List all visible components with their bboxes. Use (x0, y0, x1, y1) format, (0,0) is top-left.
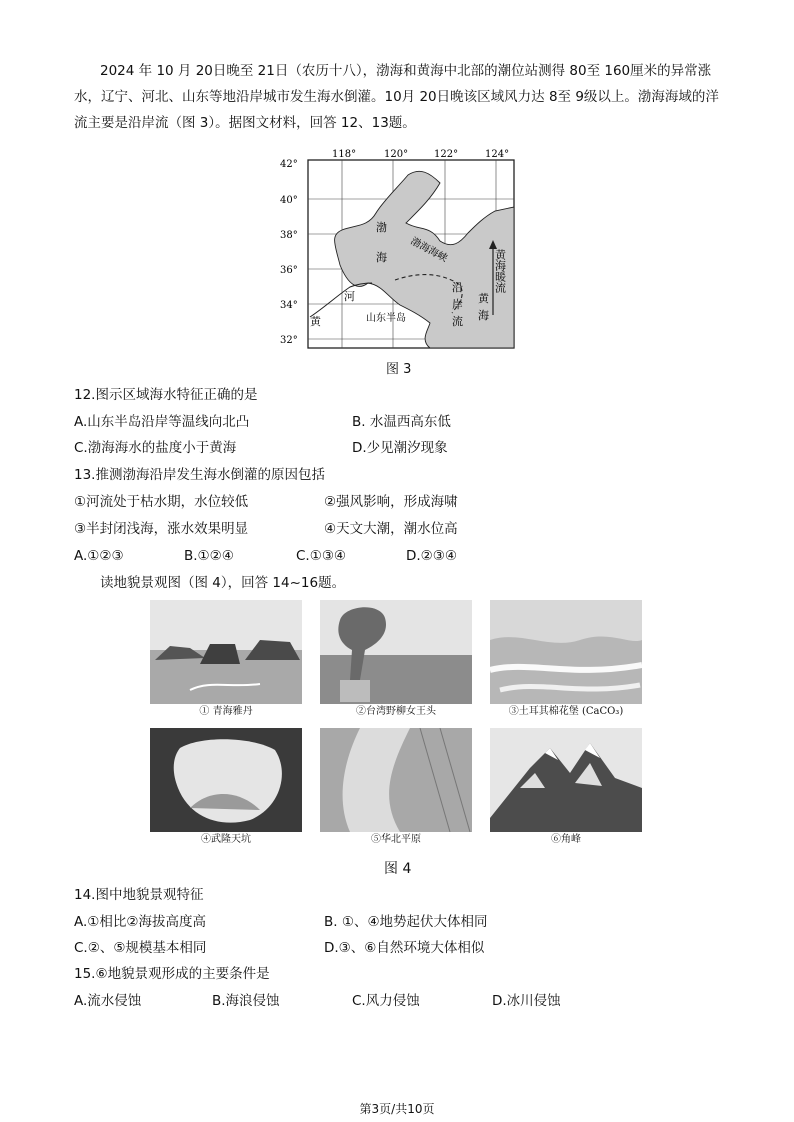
lon-label: 124° (485, 149, 510, 160)
photo-caption: ②台湾野柳女王头 (320, 704, 472, 720)
lon-label: 120° (384, 149, 409, 160)
q13-option-b: B.①②④ (184, 548, 234, 564)
photo-caption: ③土耳其棉花堡 (CaCO₃) (490, 704, 642, 720)
read-instruction: 读地貌景观图（图 4），回答 14~16题。 (100, 575, 346, 591)
map-label: 河 (344, 290, 355, 303)
q13-statement-4: ④天文大潮，潮水位高 (324, 521, 458, 537)
q13-option-c: C.①③④ (296, 548, 347, 564)
q14-stem: 14.图中地貌景观特征 (74, 887, 204, 903)
q13-option-a: A.①②③ (74, 548, 124, 564)
figure-4-photos (150, 600, 642, 850)
photo-north-china-plain (320, 728, 472, 848)
map-label: 沿 (452, 281, 463, 294)
intro-paragraph: 2024 年 10 月 20日晚至 21日（农历十八），渤海和黄海中北部的潮位站测得 80至 160厘米的异常涨水，辽宁、河北、山东等地沿岸城市发生海水倒灌。10月 20日晚该区域风力达 8至 9级以上。渤海海域的洋流主要是沿岸流（图 3）。据图文材料，回答 12、13题。 (74, 63, 719, 131)
q15-option-d: D.冰川侵蚀 (492, 993, 561, 1009)
q12-stem: 12.图示区域海水特征正确的是 (74, 387, 258, 403)
q14-option-a: A.①相比②海拔高度高 (74, 914, 206, 930)
map-label: 黄 (478, 292, 489, 305)
photo-caption: ⑤华北平原 (320, 832, 472, 848)
map-label: 黄海暖流 (493, 249, 507, 293)
lon-label: 118° (332, 149, 357, 160)
photo-caption: ① 青海雅丹 (150, 704, 302, 720)
map-label: 黄 (310, 315, 321, 328)
map-label: 渤海海峡 (408, 235, 450, 265)
photo-caption: ⑥角峰 (490, 832, 642, 848)
q12-option-c: C.渤海海水的盐度小于黄海 (74, 440, 237, 456)
q14-option-c: C.②、⑤规模基本相同 (74, 940, 207, 956)
map-label: 山东半岛 (366, 313, 406, 324)
figure-4-caption: 图 4 (384, 861, 412, 877)
q15-stem: 15.⑥地貌景观形成的主要条件是 (74, 966, 270, 982)
lat-label: 34° (280, 300, 298, 311)
lat-label: 42° (280, 159, 298, 170)
map-label: 海 (478, 309, 489, 322)
photo-caption: ④武隆天坑 (150, 832, 302, 848)
photo-horn-peak (490, 728, 642, 848)
map-label: 渤 (376, 221, 387, 234)
q12-option-d: D.少见潮汐现象 (352, 440, 448, 456)
q13-statement-2: ②强风影响，形成海啸 (324, 494, 458, 510)
figure-3-caption: 图 3 (386, 362, 412, 377)
lon-label: 122° (434, 149, 459, 160)
page-number: 第3页/共10页 (359, 1102, 435, 1116)
photo-pamukkale (490, 600, 642, 720)
q14-option-b: B. ①、④地势起伏大体相同 (324, 914, 488, 930)
q12-option-a: A.山东半岛沿岸等温线向北凸 (74, 414, 250, 430)
map-label: 海 (376, 251, 387, 264)
photo-queen-head-rock (320, 600, 472, 720)
lat-label: 40° (280, 195, 298, 206)
map-label: 流 (452, 315, 463, 328)
lat-label: 32° (280, 335, 298, 346)
q13-statement-3: ③半封闭浅海，涨水效果明显 (74, 521, 249, 537)
q15-option-b: B.海浪侵蚀 (212, 993, 280, 1009)
q12-option-b: B. 水温西高东低 (352, 414, 451, 430)
lat-label: 38° (280, 230, 298, 241)
map-label: 岸 (452, 298, 463, 311)
q15-option-a: A.流水侵蚀 (74, 993, 142, 1009)
q13-statement-1: ①河流处于枯水期，水位较低 (74, 494, 249, 510)
q15-option-c: C.风力侵蚀 (352, 993, 420, 1009)
lat-label: 36° (280, 265, 298, 276)
q13-option-d: D.②③④ (406, 548, 457, 564)
figure-3-map (280, 145, 516, 351)
q14-option-d: D.③、⑥自然环境大体相似 (324, 940, 485, 956)
photo-yardang (150, 600, 302, 720)
q13-stem: 13.推测渤海沿岸发生海水倒灌的原因包括 (74, 467, 325, 483)
photo-tiankeng (150, 728, 302, 848)
